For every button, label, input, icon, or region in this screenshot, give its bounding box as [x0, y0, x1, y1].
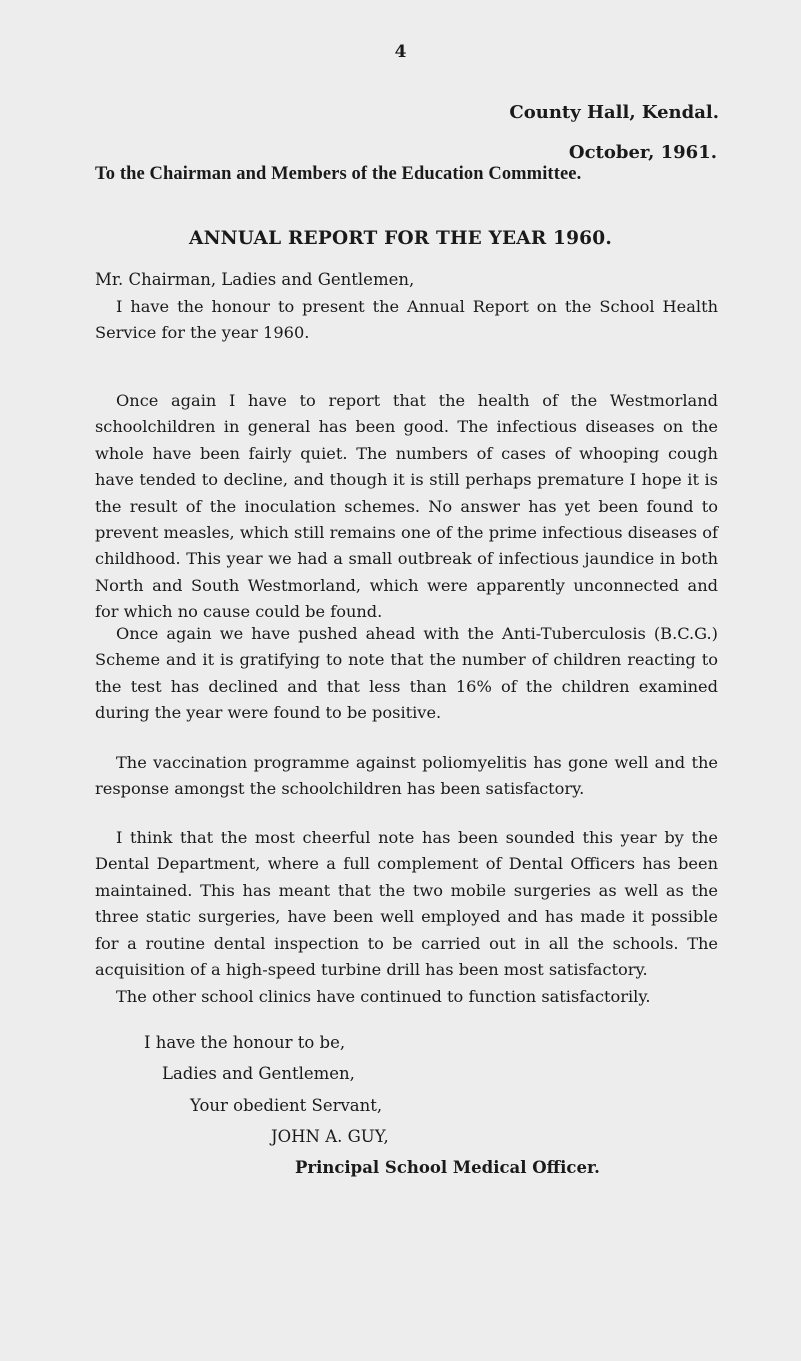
paragraph-text: Once again we have pushed ahead with the Anti-Tuberculosis (B.C.G.) Scheme and it is gratifying to note that the number of children reacting to the test has declined and that less than 16% of the children examined during the year were found to be positive. [95, 624, 718, 723]
paragraph-text: The vaccination programme against poliomyelitis has gone well and the response amongst the schoolchildren has been satisfactory. [95, 753, 718, 799]
paragraph-text: I think that the most cheerful note has been sounded this year by the Dental Department, where a full complement of Dental Officers has been maintained. This has meant that the two mobile surgeries as well as the three static surgeries, have been well employed and has made it possible for a routine dental inspection to be carried out in all the schools. The acquisition of a high-speed turbine drill has been most satisfactory. [95, 828, 718, 980]
paragraph-dental [95, 825, 718, 983]
signatory-role: Principal School Medical Officer. [295, 1158, 600, 1177]
sender-address [509, 93, 719, 173]
address-date: October, 1961. [568, 142, 717, 163]
address-place: County Hall, Kendal. [509, 102, 719, 123]
addressee-line: To the Chairman and Members of the Education Committee. [95, 164, 582, 184]
paragraph-vaccination [95, 750, 718, 803]
paragraph-tuberculosis [95, 621, 718, 727]
page-number: 4 [394, 42, 407, 62]
paragraph-text: The other school clinics have continued to function satisfactorily. [116, 987, 651, 1006]
paragraph-text: Once again I have to report that the health of the Westmorland schoolchildren in general has been good. The infectious diseases on the whole have been fairly quiet. The numbers of cases of whooping cough have tended to decline, and though it is still perhaps premature I hope it is the result of the inoculation schemes. No answer has yet been found to prevent measles, which still remains one of the prime infectious diseases of childhood. This year we had a small outbreak of infectious jaundice in both North and South Westmorland, which were apparently unconnected and for which no cause could be found. [95, 391, 718, 622]
salutation: Mr. Chairman, Ladies and Gentlemen, [95, 270, 415, 289]
closing-line: I have the honour to be, [144, 1033, 346, 1052]
closing-greeting: Ladies and Gentlemen, [162, 1064, 355, 1083]
signatory-name: JOHN A. GUY, [271, 1127, 389, 1146]
report-title: ANNUAL REPORT FOR THE YEAR 1960. [189, 228, 612, 249]
paragraph-text: I have the honour to present the Annual Report on the School Health Service for the year 1960. [95, 297, 718, 343]
paragraph-introduction [95, 294, 718, 347]
paragraph-health [95, 388, 718, 626]
closing-servant: Your obedient Servant, [190, 1096, 383, 1115]
paragraph-clinics [95, 984, 718, 1010]
